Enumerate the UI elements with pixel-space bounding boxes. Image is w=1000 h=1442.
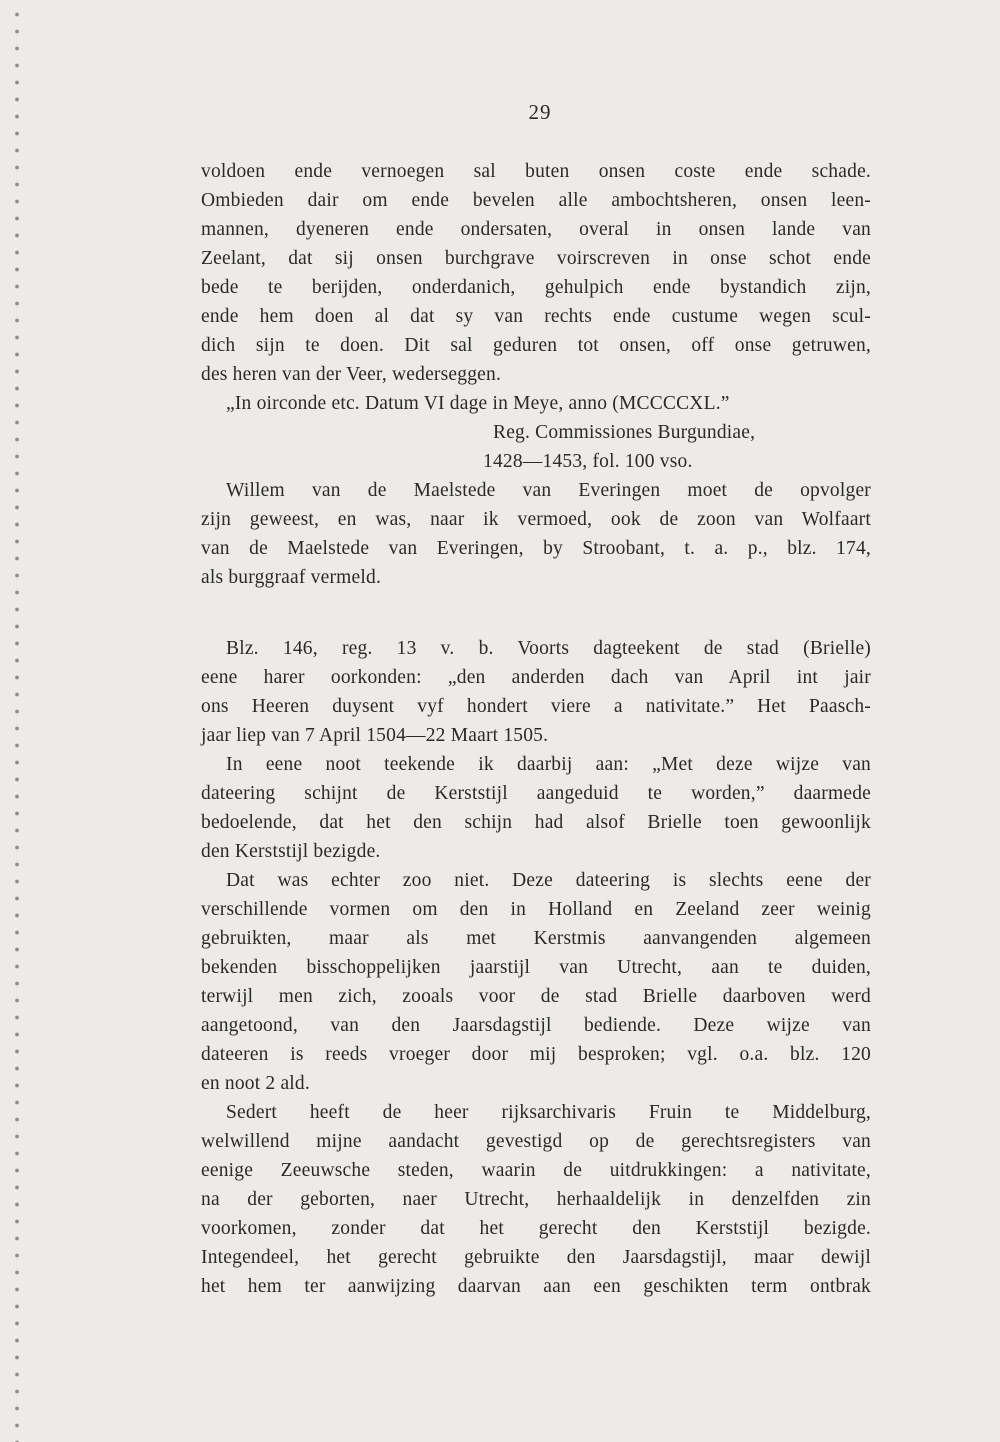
- text-line: jaar liep van 7 April 1504—22 Maart 1505.: [201, 725, 549, 746]
- text-line: Integendeel, het gerecht gebruikte den Jaarsdagstijl, maar dewijl: [201, 1247, 871, 1268]
- text-line: aangetoond, van den Jaarsdagstijl bediende. Deze wijze van: [201, 1015, 871, 1036]
- text-line: zijn geweest, en was, naar ik vermoed, ook de zoon van Wolfaart: [201, 509, 871, 530]
- body-text: [201, 157, 871, 1301]
- text-line: Sedert heeft de heer rijksarchivaris Fruin te Middelburg,: [226, 1102, 871, 1123]
- text-line: In eene noot teekende ik daarbij aan: „Met deze wijze van: [226, 754, 871, 775]
- text-line: des heren van der Veer, wederseggen.: [201, 364, 502, 385]
- text-line: ons Heeren duysent vyf hondert viere a nativitate.” Het Paasch-: [201, 696, 871, 717]
- text-line: terwijl men zich, zooals voor de stad Brielle daarboven werd: [201, 986, 871, 1007]
- text-line: mannen, dyeneren ende ondersaten, overal in onsen lande van: [201, 219, 871, 240]
- text-line: Ombieden dair om ende bevelen alle ambochtsheren, onsen leen-: [201, 190, 871, 211]
- text-line: na der geborten, naer Utrecht, herhaaldelijk in denzelfden zin: [201, 1189, 871, 1210]
- source-reference: 1428—1453, fol. 100 vso.: [483, 451, 693, 472]
- text-line: den Kerststijl bezigde.: [201, 841, 381, 862]
- text-line: Dat was echter zoo niet. Deze dateering is slechts eene der: [226, 870, 871, 891]
- text-line: „In oirconde etc. Datum VI dage in Meye, anno (MCCCCXL.”: [226, 393, 730, 414]
- text-line: verschillende vormen om den in Holland en Zeeland zeer weinig: [201, 899, 871, 920]
- text-line: voorkomen, zonder dat het gerecht den Kerststijl bezigde.: [201, 1218, 871, 1239]
- section-gap: [201, 592, 871, 634]
- text-line: eenige Zeeuwsche steden, waarin de uitdrukkingen: a nativitate,: [201, 1160, 871, 1181]
- text-line: van de Maelstede van Everingen, by Stroobant, t. a. p., blz. 174,: [201, 538, 871, 559]
- page-number: 29: [528, 100, 552, 124]
- text-line: het hem ter aanwijzing daarvan aan een geschikten term ontbrak: [201, 1276, 871, 1297]
- text-line: voldoen ende vernoegen sal buten onsen coste ende schade.: [201, 161, 871, 182]
- binding-holes: [0, 0, 34, 1442]
- text-line: als burggraaf vermeld.: [201, 567, 382, 588]
- source-reference: Reg. Commissiones Burgundiae,: [493, 422, 756, 443]
- text-line: bede te berijden, onderdanich, gehulpich ende bystandich zijn,: [201, 277, 871, 298]
- text-line: gebruikten, maar als met Kerstmis aanvangenden algemeen: [201, 928, 871, 949]
- text-line: welwillend mijne aandacht gevestigd op de gerechtsregisters van: [201, 1131, 871, 1152]
- text-line: dateering schijnt de Kerststijl aangeduid te worden,” daarmede: [201, 783, 871, 804]
- text-line: bedoelende, dat het den schijn had alsof Brielle toen gewoonlijk: [201, 812, 871, 833]
- text-line: dich sijn te doen. Dit sal geduren tot onsen, off onse getruwen,: [201, 335, 871, 356]
- text-line: en noot 2 ald.: [201, 1073, 310, 1094]
- text-line: Blz. 146, reg. 13 v. b. Voorts dagteekent de stad (Brielle): [226, 638, 871, 659]
- text-line: Willem van de Maelstede van Everingen moet de opvolger: [226, 480, 871, 501]
- text-line: dateeren is reeds vroeger door mij besproken; vgl. o.a. blz. 120: [201, 1044, 871, 1065]
- text-line: Zeelant, dat sij onsen burchgrave voirscreven in onse schot ende: [201, 248, 871, 269]
- text-line: bekenden bisschoppelijken jaarstijl van Utrecht, aan te duiden,: [201, 957, 871, 978]
- text-line: ende hem doen al dat sy van rechts ende custume wegen scul-: [201, 306, 871, 327]
- text-line: eene harer oorkonden: „den anderden dach van April int jair: [201, 667, 871, 688]
